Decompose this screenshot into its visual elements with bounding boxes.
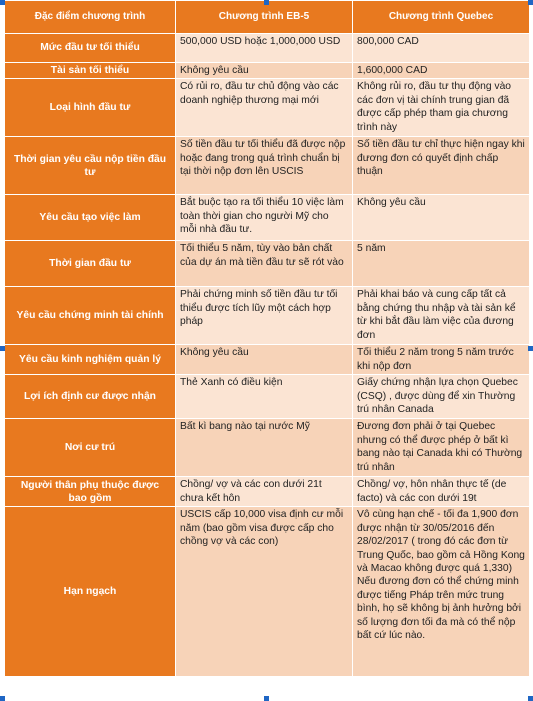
row-label: Lợi ích định cư được nhận [5, 375, 176, 419]
table-row [5, 345, 530, 375]
table-row [5, 63, 530, 79]
row-label: Mức đầu tư tối thiểu [5, 34, 176, 63]
table-row [5, 137, 530, 195]
eb5-cell: Bất kì bang nào tại nước Mỹ [176, 419, 353, 477]
eb5-cell: Phải chứng minh số tiền đầu tư tối thiểu được tích lũy một cách hợp pháp [176, 287, 353, 345]
row-label: Yêu cầu chứng minh tài chính [5, 287, 176, 345]
quebec-cell: Tối thiểu 2 năm trong 5 năm trước khi nộp đơn [353, 345, 530, 375]
table-row [5, 79, 530, 137]
resize-handle-bottom-left[interactable] [0, 696, 5, 701]
quebec-cell: 1,600,000 CAD [353, 63, 530, 79]
row-label: Hạn ngạch [5, 507, 176, 677]
table-row [5, 287, 530, 345]
resize-handle-bottom-middle[interactable] [264, 696, 269, 701]
table-row [5, 419, 530, 477]
resize-handle-bottom-right[interactable] [528, 696, 533, 701]
table-row [5, 34, 530, 63]
header-eb5: Chương trình EB-5 [176, 1, 353, 34]
quebec-cell: Phải khai báo và cung cấp tất cả bằng chứng thu nhập và tài sản kể từ khi bắt đầu làm việc của đương đơn [353, 287, 530, 345]
row-label: Thời gian đầu tư [5, 241, 176, 287]
table-row [5, 477, 530, 507]
quebec-cell: Chồng/ vợ, hôn nhân thực tế (de facto) và các con dưới 19t [353, 477, 530, 507]
eb5-cell: Số tiền đầu tư tối thiểu đã được nộp hoặc đang trong quá trình chuẩn bị tại thời nộp đơn lên USCIS [176, 137, 353, 195]
header-quebec: Chương trình Quebec [353, 1, 530, 34]
resize-handle-top-right[interactable] [528, 0, 533, 5]
table-row [5, 195, 530, 241]
row-label: Yêu cầu kinh nghiệm quản lý [5, 345, 176, 375]
eb5-cell: Tối thiểu 5 năm, tùy vào bản chất của dự án mà tiền đầu tư sẽ rót vào [176, 241, 353, 287]
eb5-cell: Chồng/ vợ và các con dưới 21t chưa kết hôn [176, 477, 353, 507]
quebec-cell: Đương đơn phải ở tại Quebec nhưng có thể được phép ở bất kì bang nào tại Canada khi có Thường trú nhân [353, 419, 530, 477]
quebec-cell: Vô cùng hạn chế - tối đa 1,900 đơn được nhận từ 30/05/2016 đến 28/02/2017 ( trong đó các đơn từ Trung Quốc, bao gồm cả Hồng Kong và Macao không được quá 1,330) Nếu đương đơn có thể chứng minh được tiếng Pháp trên mức trung bình, họ sẽ không bị ảnh hưởng bởi số lượng đơn tối đa mà có thể nộp bất cứ lúc nào. [353, 507, 530, 677]
header-criterion: Đặc điểm chương trình [5, 1, 176, 34]
quebec-cell: Không rủi ro, đầu tư thụ động vào các đơn vị tài chính trung gian đã được cấp phép tham gia chương trình này [353, 79, 530, 137]
row-label: Yêu cầu tạo việc làm [5, 195, 176, 241]
eb5-cell: 500,000 USD hoặc 1,000,000 USD [176, 34, 353, 63]
quebec-cell: Không yêu cầu [353, 195, 530, 241]
row-label: Tài sản tối thiểu [5, 63, 176, 79]
quebec-cell: Số tiền đầu tư chỉ thực hiện ngay khi đương đơn có quyết định chấp thuận [353, 137, 530, 195]
row-label: Nơi cư trú [5, 419, 176, 477]
table-row [5, 507, 530, 677]
comparison-table [4, 0, 530, 677]
eb5-cell: USCIS cấp 10,000 visa định cư mỗi năm (bao gồm visa được cấp cho chồng vợ và các con) [176, 507, 353, 677]
eb5-cell: Không yêu cầu [176, 63, 353, 79]
eb5-cell: Thẻ Xanh có điều kiện [176, 375, 353, 419]
row-label: Người thân phụ thuộc được bao gồm [5, 477, 176, 507]
quebec-cell: 5 năm [353, 241, 530, 287]
eb5-cell: Không yêu cầu [176, 345, 353, 375]
table-row [5, 241, 530, 287]
resize-handle-middle-right[interactable] [528, 346, 533, 351]
resize-handle-top-middle[interactable] [264, 0, 269, 5]
eb5-cell: Có rủi ro, đầu tư chủ động vào các doanh nghiệp thương mại mới [176, 79, 353, 137]
header-row [5, 1, 530, 34]
table-row [5, 375, 530, 419]
resize-handle-middle-left[interactable] [0, 346, 5, 351]
eb5-cell: Bắt buộc tạo ra tối thiểu 10 việc làm toàn thời gian cho người Mỹ cho mỗi nhà đầu tư. [176, 195, 353, 241]
resize-handle-top-left[interactable] [0, 0, 5, 5]
quebec-cell: 800,000 CAD [353, 34, 530, 63]
row-label: Loại hình đầu tư [5, 79, 176, 137]
row-label: Thời gian yêu cầu nộp tiền đầu tư [5, 137, 176, 195]
quebec-cell: Giấy chứng nhận lựa chọn Quebec (CSQ) , được dùng để xin Thường trú nhân Canada [353, 375, 530, 419]
